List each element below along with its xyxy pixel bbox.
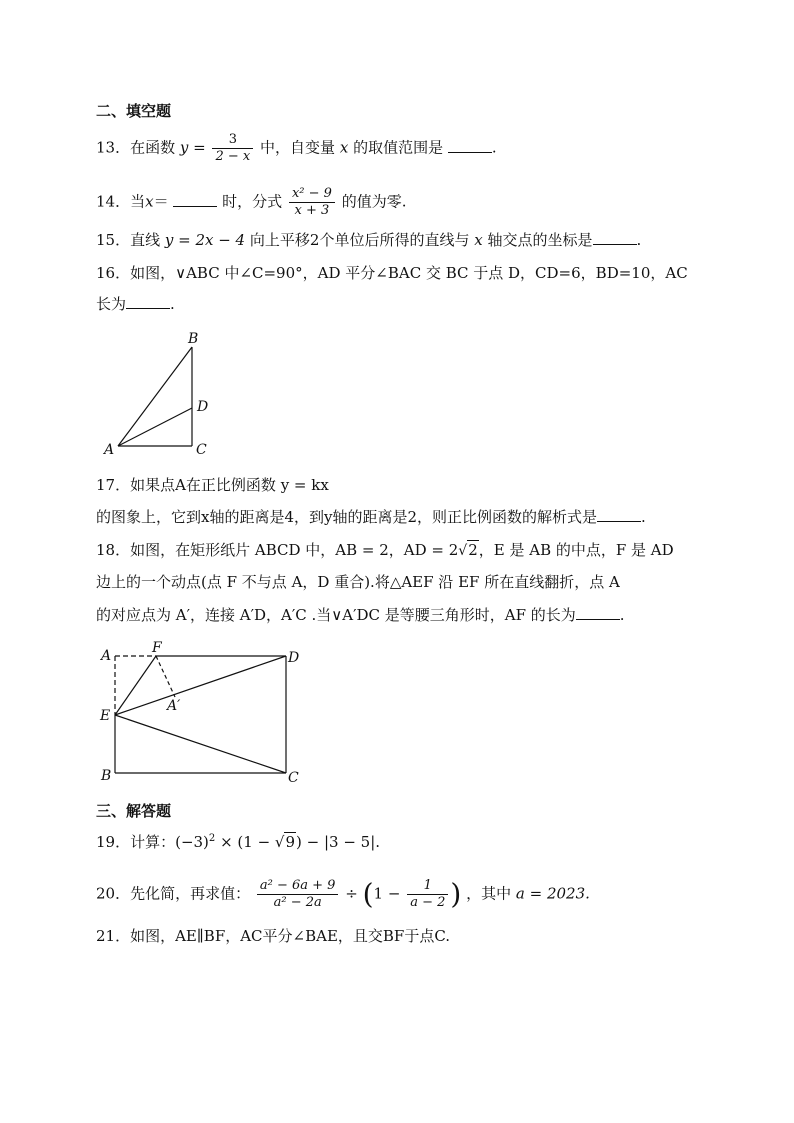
q20-prefix: 20．先化简，再求值：: [96, 884, 251, 903]
q19-expr3: ) − |3 − 5|.: [296, 833, 381, 851]
q14-numerator: x² − 9: [289, 186, 335, 203]
q19-exponent: 2: [208, 833, 216, 844]
q20-condition: a = 2023.: [515, 884, 590, 903]
q13-prefix: 13．在函数: [96, 138, 176, 157]
question-14: [96, 186, 406, 219]
q18-text1: 18．如图，在矩形纸片 ABCD 中，AB = 2，AD = 2: [96, 541, 459, 559]
q19-prefix: 19．计算：: [96, 833, 176, 851]
q18-sqrt: 2: [468, 541, 478, 559]
q17-text: 的图象上，它到x轴的距离是4，到y轴的距离是2，则正比例函数的解析式是: [96, 508, 598, 526]
q14-x: x: [145, 192, 154, 211]
q20-inner-lead: 1 −: [373, 884, 401, 903]
q19-expr2: × (1 −: [215, 833, 275, 851]
question-17-line1: 17．如果点A在正比例函数 y = kx: [96, 476, 329, 494]
segment-ab: [118, 347, 192, 446]
q18-end: .: [619, 606, 625, 624]
q14-prefix: 14．当: [96, 192, 146, 211]
q14-denominator: x + 3: [294, 203, 330, 218]
label-a: A: [104, 442, 115, 458]
label-c: C: [196, 442, 207, 458]
q20-numerator: a² − 6a + 9: [257, 878, 339, 895]
q13-x: x: [339, 138, 349, 157]
segment-fa1-dashed: [156, 656, 175, 697]
q13-denominator: 2 − x: [215, 149, 251, 164]
q17-answer-blank[interactable]: [597, 507, 641, 522]
q15-text2: 个单位后所得的直线与: [319, 231, 470, 249]
q20-divide: ÷: [345, 884, 358, 903]
question-17-line2: [96, 507, 646, 527]
rectangle-fold-figure: [96, 640, 316, 790]
q15-n: 2: [309, 231, 320, 249]
q13-answer-blank[interactable]: [448, 138, 492, 153]
q14-eq: ＝: [153, 192, 169, 211]
question-18-line2: 边上的一个动点(点 F 不与点 A，D 重合).将△AEF 沿 EF 所在直线翻折，点 A: [96, 573, 620, 591]
label-d: D: [197, 399, 209, 415]
question-20: 20．先化简，再求值： $\frac{\text{a² − 6a + 9}}{\text{a² − 2a}}$ ÷ (1 − $\frac{1}{a - 2}$ ) ，其中 a = 2023.: [96, 877, 590, 911]
q15-x: x: [474, 231, 483, 249]
segment-ad: [118, 408, 192, 446]
q14-answer-blank[interactable]: [173, 192, 217, 207]
segment-ed: [115, 656, 286, 715]
label-a: A: [101, 648, 112, 664]
question-18-line3: [96, 605, 625, 625]
q19-sqrt: 9: [285, 833, 296, 851]
q20-inner-denominator: a − 2: [410, 895, 446, 910]
question-19: 19．计算：$(-3)^2 \times (1 - √9) - |3 - 5|$.: [96, 833, 381, 851]
q13-numerator: 3: [212, 132, 253, 149]
q20-inner-fraction: [407, 878, 448, 911]
q13-end: .: [491, 138, 497, 157]
q17-end: .: [641, 508, 646, 526]
q20-tail: ，其中: [466, 884, 512, 903]
q20-denominator: a² − 2a: [273, 895, 322, 910]
q15-text: 向上平移: [249, 231, 310, 249]
q13-fraction: [212, 132, 253, 165]
question-16-line1: 16．如图，∨ABC 中∠C=90°，AD 平分∠BAC 交 BC 于点 D，CD=6，BD=10，AC: [96, 264, 688, 282]
label-d: D: [288, 650, 300, 666]
segment-ec: [115, 715, 286, 773]
q14-tail: 的值为零.: [341, 192, 407, 211]
label-c: C: [288, 770, 299, 786]
q18-text1b: ，E 是 AB 的中点，F 是 AD: [478, 541, 674, 559]
q15-answer-blank[interactable]: [593, 230, 637, 245]
q18-text3: 的对应点为 A′，连接 A′D，A′C .当∨A′DC 是等腰三角形时，AF 的长为: [96, 606, 576, 624]
q19-expr1: (−3): [175, 833, 209, 851]
q13-text2: 的取值范围是: [353, 138, 444, 157]
q16-text: 长为: [96, 295, 127, 313]
section-heading-solve: 三、解答题: [96, 802, 172, 820]
question-16-line2: [96, 294, 175, 314]
q15-tail: 轴交点的坐标是: [487, 231, 593, 249]
q15-end: .: [636, 231, 642, 249]
q15-expr: y = 2x − 4: [164, 231, 246, 249]
q14-fraction: [289, 186, 335, 219]
question-21: 21．如图，AE∥BF，AC平分∠BAE，且交BF于点C.: [96, 927, 451, 945]
question-15: [96, 230, 641, 250]
q18-answer-blank[interactable]: [576, 605, 620, 620]
q16-answer-blank[interactable]: [126, 294, 170, 309]
label-f: F: [152, 640, 162, 656]
segment-ef: [115, 656, 156, 715]
q13-y: y =: [179, 138, 206, 157]
triangle-figure: [96, 325, 236, 460]
q20-inner-numerator: 1: [407, 878, 448, 895]
section-heading-fill-in: 二、填空题: [96, 102, 172, 120]
q14-text: 时，分式: [222, 192, 283, 211]
question-18-line1: 18．如图，在矩形纸片 ABCD 中，AB = 2，AD = 2√2，E 是 AB 的中点，F 是 AD: [96, 541, 674, 559]
q16-end: .: [170, 295, 175, 313]
label-b: B: [188, 331, 199, 347]
question-13: [96, 132, 497, 165]
label-b: B: [101, 768, 112, 784]
label-e: E: [100, 708, 111, 724]
q15-prefix: 15．直线: [96, 231, 161, 249]
label-a-prime: A′: [167, 698, 181, 714]
q13-text: 中，自变量: [260, 138, 336, 157]
q20-fraction: [257, 878, 339, 911]
